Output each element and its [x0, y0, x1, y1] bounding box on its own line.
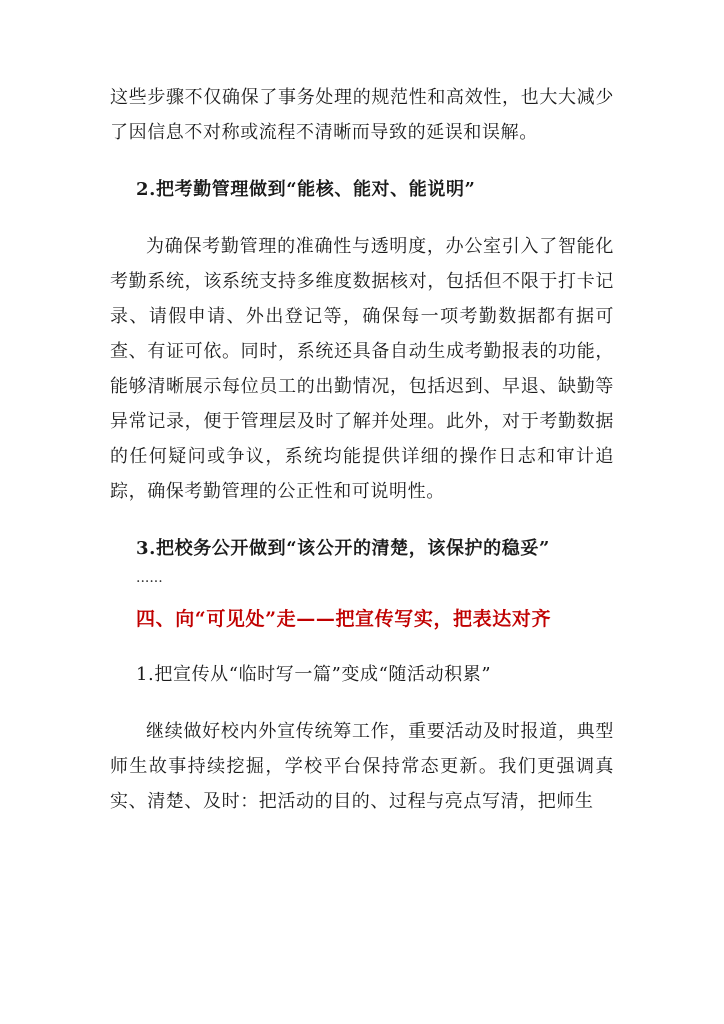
heading-school-affairs-disclosure: 3.把校务公开做到“该公开的清楚，该保护的稳妥” [136, 538, 550, 559]
section-heading-visible-publicity: 四、向“可见处”走——把宣传写实，把表达对齐 [136, 608, 552, 630]
subheading-publicity-accumulation: 1.把宣传从“临时写一篇”变成“随活动积累” [136, 664, 492, 685]
document-page [110, 80, 614, 819]
paragraph-publicity-work: 继续做好校内外宣传统筹工作，重要活动及时报道，典型师生故事持续挖掘，学校平台保持常态更新。我们更强调真实、清楚、及时：把活动的目的、过程与亮点写清，把师生 [110, 721, 614, 812]
heading-attendance-management: 2.把考勤管理做到“能核、能对、能说明” [136, 179, 476, 200]
ellipsis-omitted-content: ...... [136, 570, 163, 586]
paragraph-process-summary: 这些步骤不仅确保了事务处理的规范性和高效性，也大大减少了因信息不对称或流程不清晰而导致的延误和误解。 [110, 87, 614, 143]
paragraph-attendance-system: 为确保考勤管理的准确性与透明度，办公室引入了智能化考勤系统，该系统支持多维度数据核对，包括但不限于打卡记录、请假申请、外出登记等，确保每一项考勤数据都有据可查、有证可依。同时，系统还具备自动生成考勤报表的功能，能够清晰展示每位员工的出勤情况，包括迟到、早退、缺勤等异常记录，便于管理层及时了解并处理。此外，对于考勤数据的任何疑问或争议，系统均能提供详细的操作日志和审计追踪，确保考勤管理的公正性和可说明性。 [110, 236, 614, 502]
